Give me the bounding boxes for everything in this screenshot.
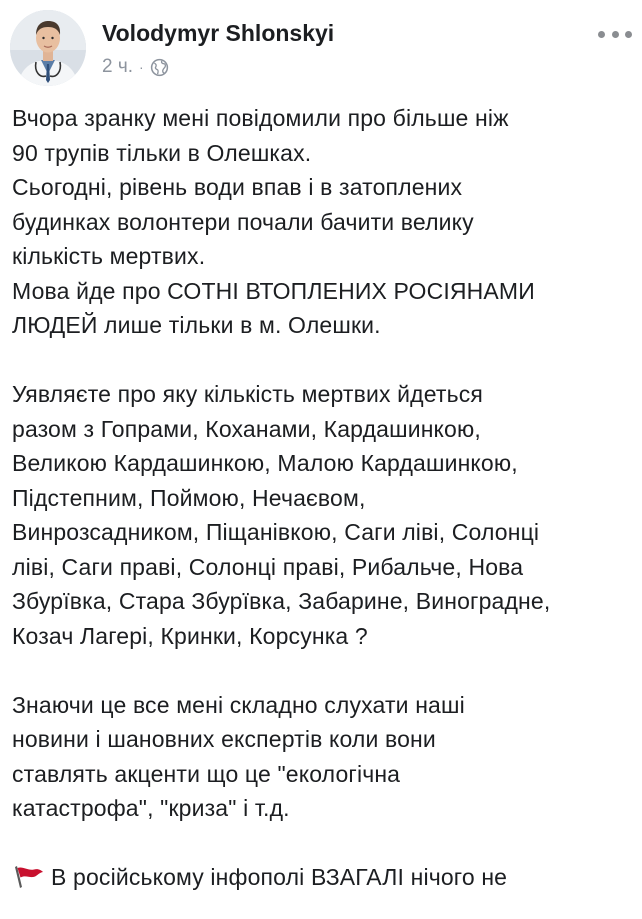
text-line: новини і шановних експертів коли вони (12, 726, 436, 752)
paragraph-2 (12, 377, 632, 653)
text-line: ставлять акценти що це "екологічна (12, 760, 401, 787)
meta-separator: · (139, 59, 144, 75)
text-line: разом з Гопрами, Коханами, Кардашинкою, (12, 415, 481, 442)
paragraph-4 (12, 860, 632, 895)
globe-icon[interactable] (150, 58, 169, 77)
more-options-icon (598, 31, 605, 38)
text-line: Знаючи це все мені складно слухати наші (12, 691, 465, 718)
text-line: Козач Лагері, Кринки, Корсунка ? (12, 622, 368, 649)
text-line: Мова йде про СОТНІ ВТОПЛЕНИХ РОСІЯНАМИ (12, 277, 535, 304)
text-line: катастрофа", "криза" і т.д. (12, 795, 290, 821)
post-body (12, 101, 632, 895)
author-avatar[interactable] (10, 10, 86, 86)
red-flag-icon (12, 865, 45, 889)
more-options-dot (625, 31, 632, 38)
text-line: будинках волонтери почали бачити велику (12, 208, 474, 235)
text-line: кількість мертвих. (12, 243, 206, 269)
text-line: 90 трупів тільки в Олешках. (12, 139, 312, 166)
post-meta (102, 56, 169, 78)
text-line: ліві, Саги праві, Солонці праві, Рибальче, Нова (12, 553, 524, 580)
text-line: Сьогодні, рівень води впав і в затоплених (12, 174, 463, 200)
flag-paragraph-text: В російському інфополі ВЗАГАЛІ нічого не (51, 864, 508, 890)
text-line: Підстепним, Поймою, Нечаєвом, (12, 484, 366, 511)
post-timestamp[interactable]: 2 ч. (102, 56, 134, 77)
more-options-dot (612, 31, 619, 38)
person-avatar-icon (10, 10, 86, 86)
more-options-button[interactable] (598, 24, 632, 44)
text-line: Вчора зранку мені повідомили про більше ніж (12, 105, 509, 131)
post-header (10, 10, 632, 88)
text-line: Винрозсадником, Піщанівкою, Саги ліві, Солонці (12, 519, 540, 545)
text-line: Уявляєте про яку кількість мертвих йдеться (12, 381, 483, 407)
text-line: Збурївка, Стара Збурївка, Забарине, Виноградне, (12, 588, 551, 614)
author-name[interactable]: Volodymyr Shlonskyi (102, 20, 335, 46)
text-line: Великою Кардашинкою, Малою Кардашинкою, (12, 450, 518, 476)
text-line (12, 860, 632, 895)
text-line: ЛЮДЕЙ лише тільки в м. Олешки. (12, 312, 381, 338)
paragraph-1 (12, 101, 632, 343)
paragraph-3 (12, 688, 632, 826)
